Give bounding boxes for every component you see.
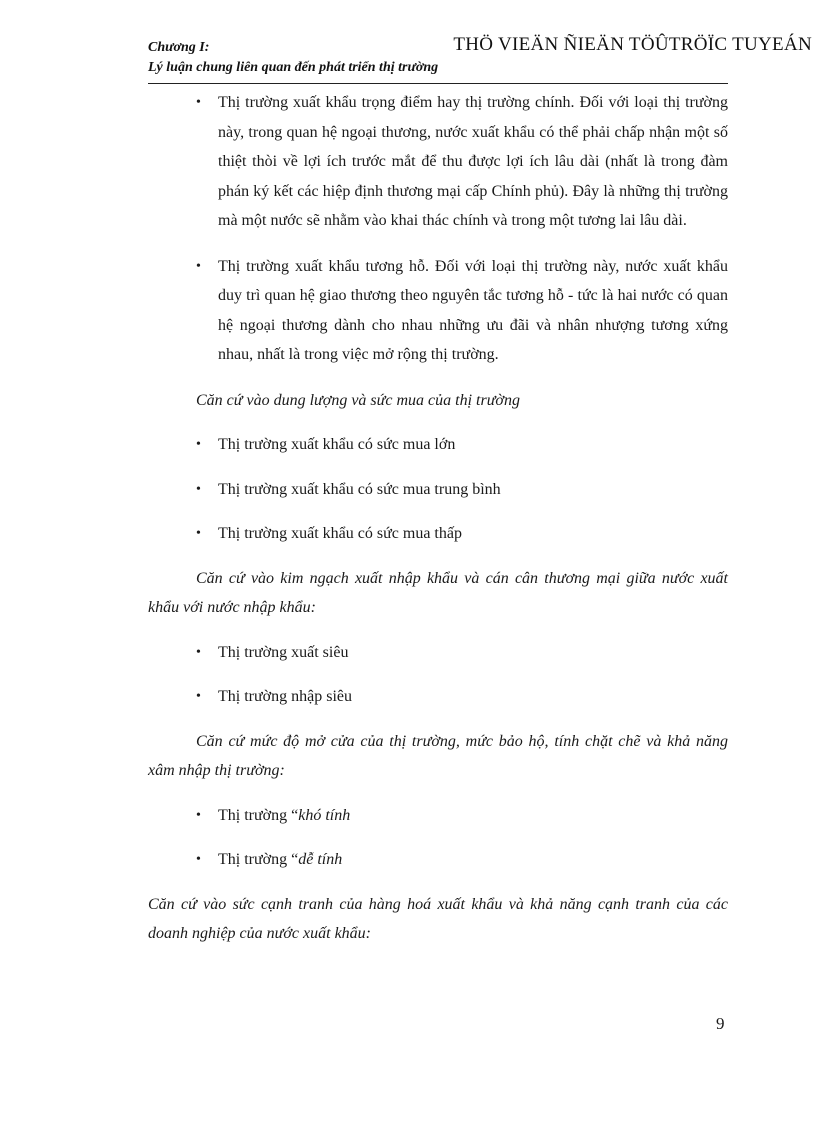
- list-item-prefix: Thị trường “: [218, 806, 299, 824]
- list-item-text: Thị trường xuất khẩu có sức mua trung bình: [218, 480, 501, 498]
- bullet-icon: •: [196, 526, 201, 541]
- bullet-icon: •: [196, 437, 201, 452]
- criterion-competition: Căn cứ vào sức cạnh tranh của hàng hoá xuất khẩu và khả năng cạnh tranh của các doanh nghiệp của nước xuất khẩu:: [148, 895, 728, 942]
- page-body: [148, 88, 728, 949]
- header-divider: [148, 83, 728, 84]
- bullet-icon: •: [196, 807, 201, 823]
- list-item: [148, 682, 728, 712]
- list-item: [148, 430, 728, 460]
- bullet-list-market-difficulty: [148, 801, 728, 875]
- list-item-text: Thị trường xuất khẩu có sức mua thấp: [218, 525, 462, 542]
- list-item-text: Thị trường xuất khẩu tương hỗ. Đối với loại thị trường này, nước xuất khẩu duy trì quan hệ giao thương theo nguyên tắc tương hỗ - tức là hai nước có quan hệ ngoại thương dành cho nhau những ưu đãi và nhân nhượng tương xứng nhau, nhất là trong việc mở rộng thị trường.: [218, 257, 728, 363]
- list-item: [148, 475, 728, 505]
- list-item: [148, 252, 728, 370]
- list-item-prefix: Thị trường “: [218, 851, 299, 868]
- bullet-list-trade-balance: [148, 638, 728, 712]
- list-item-text: Thị trường xuất khẩu có sức mua lớn: [218, 436, 456, 453]
- list-item-term: dễ tính: [298, 851, 343, 868]
- chapter-label: Chương I:: [148, 40, 210, 55]
- page-number: 9: [716, 1014, 725, 1033]
- criterion-turnover: Căn cứ vào kim ngạch xuất nhập khẩu và cán cân thương mại giữa nước xuất khẩu với nước nhập khẩu:: [148, 569, 728, 616]
- running-header: [148, 38, 438, 78]
- bullet-icon: •: [196, 644, 201, 660]
- bullet-icon: •: [196, 689, 201, 704]
- list-item: [148, 801, 728, 831]
- criterion-capacity: Căn cứ vào dung lượng và sức mua của thị trường: [196, 391, 520, 409]
- list-item-text: Thị trường xuất khẩu trọng điểm hay thị trường chính. Đối với loại thị trường này, trong quan hệ ngoại thương, nước xuất khẩu có thể phải chấp nhận một số thiệt thòi về lợi ích trước mắt để thu được lợi ích lâu dài (nhất là trong đàm phán ký kết các hiệp định thương mại cấp Chính phủ). Đây là những thị trường mà một nước sẽ nhằm vào khai thác chính và trong một tương lai lâu dài.: [218, 94, 728, 229]
- chapter-subtitle: Lý luận chung liên quan đến phát triển thị trường: [148, 60, 439, 75]
- list-item: [148, 845, 728, 875]
- bullet-list-market-types: [148, 88, 728, 370]
- criterion-openness: Căn cứ mức độ mở cửa của thị trường, mức bảo hộ, tính chặt chẽ và khả năng xâm nhập thị trường:: [148, 732, 728, 779]
- list-item: [148, 519, 728, 549]
- site-banner: THÖ VIEÄN ÑIEÄN TÖÛTRÖÏC TUYEÁN: [453, 34, 812, 55]
- bullet-icon: •: [196, 95, 201, 110]
- list-item: [148, 638, 728, 668]
- list-item: [148, 88, 728, 236]
- bullet-icon: •: [196, 481, 201, 497]
- bullet-icon: •: [196, 258, 201, 274]
- list-item-text: Thị trường xuất siêu: [218, 643, 349, 661]
- list-item-text: Thị trường nhập siêu: [218, 688, 352, 705]
- bullet-icon: •: [196, 852, 201, 867]
- list-item-term: khó tính: [298, 806, 351, 824]
- bullet-list-purchasing-power: [148, 430, 728, 549]
